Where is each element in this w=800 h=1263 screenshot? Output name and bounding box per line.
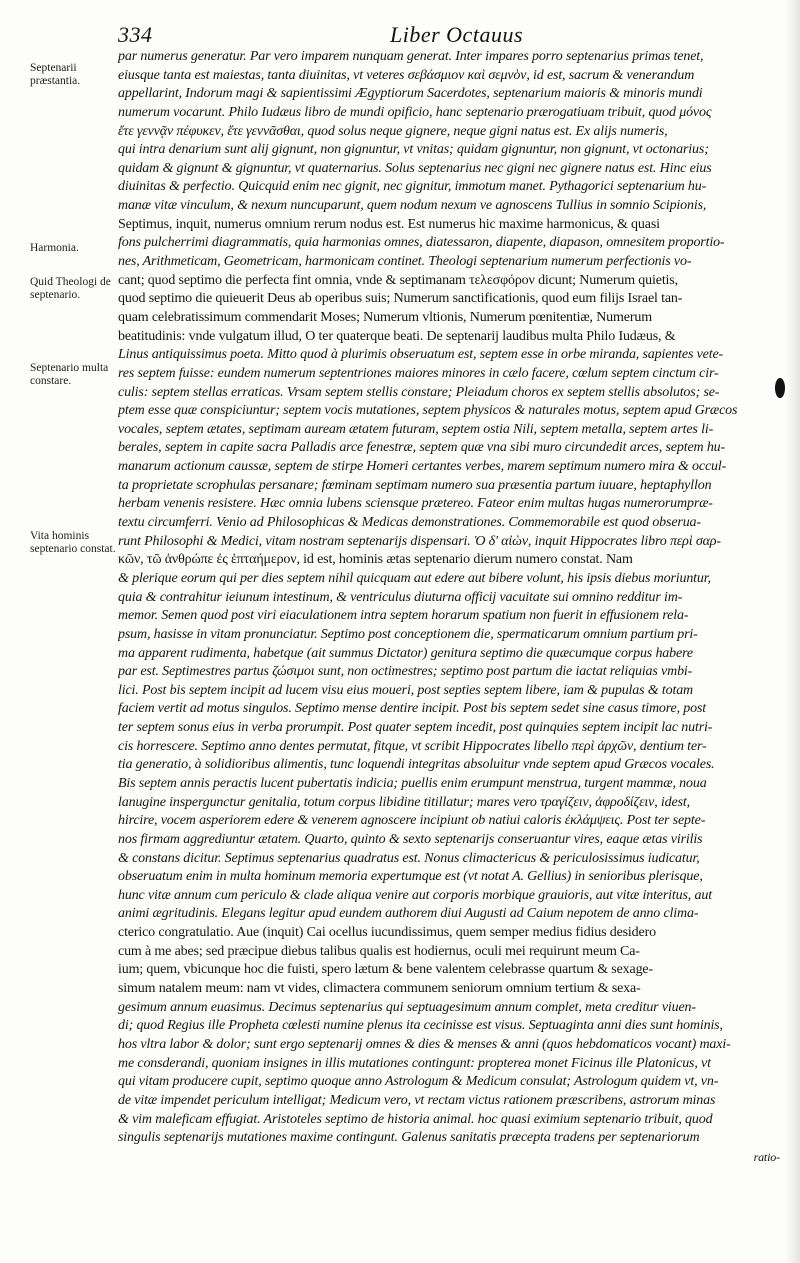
- text-line: cant; quod septimo die perfecta fint omnia, vnde & septimanam τελεσφόρον dicunt; Numerum quietis,: [118, 272, 678, 288]
- text-line: ἔτε γεννᾷν πέφυκεν, ἔτε γεννᾶσθαι, quod solus neque gignere, neque gigni natus est. Ex alijs numeris,: [118, 123, 668, 139]
- text-line: fons pulcherrimi diagrammatis, quia harmonias omnes, diatessaron, diapente, diapason, omnesitem proportio-: [118, 235, 725, 251]
- text-line: qui intra denarium sunt alij gignunt, non gignuntur, vt vnitas; quidam gignuntur, non gignunt, vt octonarius;: [118, 142, 709, 158]
- text-line: runt Philosophi & Medici, vitam nostram septenarijs dispensari. Ὁ δ' αἰὼν, inquit Hippocrates libro περὶ σαρ-: [118, 533, 721, 549]
- text-line: quod septimo die quieuerit Deus ab operibus suis; Numerum sanctificationis, quod eum filijs Israel tan-: [118, 291, 683, 307]
- ink-blot: [775, 378, 785, 398]
- text-line: Bis septem annis peractis lucent pubertatis indicia; puellis enim erumpunt menstrua, turgent mammæ, noua: [118, 775, 707, 791]
- text-line: me consderandi, quoniam insignes in illis mutationes contingunt: propterea monet Ficinus ille Platonicus, vt: [118, 1055, 711, 1071]
- page-edge-shadow: [786, 0, 800, 1263]
- text-line: & vim maleficam effugiat. Aristoteles septimo de historia animal. hoc quasi eximium septenario tribuit, quod: [118, 1111, 713, 1127]
- text-line: ium; quem, vbicunque hoc die fuisti, spero lætum & bene valentem celebrasse quartum & sexage-: [118, 962, 654, 978]
- text-line: tia generatio, à solidioribus alimentis, tunc loquendi integritas absoluitur vnde septem apud Græcos vocales.: [118, 757, 715, 773]
- margin-note: Septenario multa constare.: [30, 362, 109, 387]
- text-line: manæ vitæ vinculum, & nexum nuncuparunt, quem nodum nexum ve agnoscens Tullius in somnio Scipionis,: [118, 198, 707, 214]
- text-line: eiusque tanta est maiestas, tanta diuinitas, vt veteres σεβάσμιον καὶ σεμνὸν, id est, sacrum & venerandum: [118, 67, 695, 83]
- page-number: 334: [118, 22, 153, 47]
- text-line: par est. Septimestres partus ζώσιμοι sunt, non octimestres; septimo post partum die iactat reliquias vmbi-: [118, 664, 693, 680]
- text-line: cum à me abes; sed præcipue diebus talibus qualis est hodiernus, oculi mei requirunt meum Ca-: [118, 943, 640, 959]
- text-line: faciem vertit ad motus singulos. Septimo mense dentire incipit. Post bis septem sedet sine casus timore, post: [118, 701, 707, 717]
- text-line: ptem esse quæ conspiciuntur; septem vocis mutationes, septem physicos & naturales motus, septem apud Græcos: [118, 403, 738, 419]
- text-line: gesimum annum euasimus. Decimus septenarius qui septuagesimum annum complet, meta creditur viuen-: [118, 999, 696, 1015]
- margin-notes: [0, 0, 116, 1263]
- margin-note: Vita hominis septenario constat.: [30, 530, 116, 555]
- body-text: [118, 48, 780, 1166]
- text-line: hircire, vocem asperiorem edere & venerem agnoscere incipiunt ob natiui caloris ἐκλάμψεις. Post ter septe-: [118, 813, 706, 829]
- text-line: ma apparent rudimenta, habetque (ait summus Dictator) genitura septimo die quæcumque corpus habere: [118, 645, 693, 661]
- text-line: lici. Post bis septem incipit ad lucem visu eius moueri, post septies septem libere, iam & pupulas & totam: [118, 682, 694, 698]
- text-line: beatitudinis: vnde vulgatum illud, O ter quaterque beati. De septenarij laudibus multa Philo Iudæus, &: [118, 328, 676, 344]
- text-line: appellarint, Indorum magi & sapientissimi Ægyptiorum Sacerdotes, septenarium maioris & minoris mundi: [118, 86, 703, 102]
- text-line: berales, septem in capite sacra Palladis arce fenestræ, septem quæ vna sibi muro circundedit arces, septem hu-: [118, 440, 726, 456]
- text-line: textu circumferri. Venio ad Philosophicas & Medicas demonstrationes. Commemorabile est quod obserua-: [118, 515, 701, 531]
- text-line: κῶν, τῶ ἀνθρώπε ἐς ἑπταήμερον, id est, hominis ætas septenario dierum numero constat. Nam: [118, 552, 633, 568]
- text-line: Linus antiquissimus poeta. Mitto quod à plurimis obseruatum est, septem esse in orbe miranda, sapientes vete-: [118, 347, 724, 363]
- text-line: qui vitam producere cupit, septimo quoque anno Astrologum & Medicum consulat; Astrologum quidem vt, vn-: [118, 1074, 719, 1090]
- text-line: manarum actionum caussæ, septem de stirpe Homeri certantes verbes, marem septimum numero mira & occul-: [118, 459, 727, 475]
- text-line: de vitæ impendet periculum intelligat; Medicum vero, vt rectam victus rationem præscribens, astrorum minas: [118, 1092, 716, 1108]
- text-line: cis horrescere. Septimo anno dentes permutat, fitque, vt scribit Hippocrates libello περὶ ἀρχῶν, dentium ter-: [118, 738, 707, 754]
- text-line: ratio-: [753, 1149, 780, 1164]
- text-line: nos firmam aggrediuntur ætatem. Quarto, quinto & sexto septenarijs conseruantur vires, eaque ætas virilis: [118, 831, 703, 847]
- text-line: psum, hasisse in vitam pronunciatur. Septimo post conceptionem die, spermaticarum omnium partium pri-: [118, 626, 698, 642]
- text-line: Septimus, inquit, numerus omnium rerum nodus est. Est numerus hic maxime harmonicus, & quasi: [118, 216, 660, 232]
- text-line: lanugine inspergunctur genitalia, totum corpus libidine titillatur; mares vero τραγίζειν, ἀφροδίζειν, idest,: [118, 794, 690, 810]
- text-line: res septem fuisse: eundem numerum septentriones maiores minores in cælo facere, cœlum septem cinctum cir-: [118, 365, 719, 381]
- running-title: Liber Octauus: [390, 22, 523, 47]
- text-line: nes, Arithmeticam, Geometricam, harmonicam continet. Theologi septenarium numerum perfectionis vo-: [118, 254, 692, 270]
- text-line: culis: septem stellas erraticas. Vrsam septem stellis constare; Pleiadum choros ex septem stellis absolutos; se-: [118, 384, 720, 400]
- text-line: quam celebratissimum commendarit Moses; Numerum vltionis, Numerum pœnitentiæ, Numerum: [118, 309, 652, 325]
- text-line: obseruatum enim in multa hominum memoria expertumque est (vt notat A. Gellius) in senioribus plerisque,: [118, 869, 703, 885]
- text-line: & plerique eorum qui per dies septem nihil quicquam aut edere aut bibere volunt, his ipsis diebus moriuntur,: [118, 570, 711, 586]
- margin-note: Septenarii præstantia.: [30, 62, 81, 87]
- text-line: numerum vocarunt. Philo Iudæus libro de mundi opificio, hanc septenario prærogatiuam tribuit, quod μόνος: [118, 104, 712, 120]
- text-line: quidam & gignunt & gignuntur, vt quaternarius. Solus septenarius nec gigni nec gignere natus est. Hinc eius: [118, 160, 712, 176]
- margin-note: Quid Theologi de septenario.: [30, 276, 111, 301]
- text-line: hos vltra labor & dolor; sunt ergo septenarij omnes & dies & menses & anni (quos hebdomaticos vocant) maxi-: [118, 1036, 731, 1052]
- text-line: vocales, septem ætates, septimam auream ætatem futuram, septem ostia Nili, septem metalla, septem artes li-: [118, 421, 714, 437]
- text-line: ta proprietate scrophulas persanare; fœminam septimam numero sua præsentia partum iuuare, heptaphyllon: [118, 477, 712, 493]
- text-line: di; quod Regius ille Propheta cœlesti numine plenus ita cecinisse est visus. Septuaginta anni dies sunt hominis,: [118, 1018, 723, 1034]
- text-line: par numerus generatur. Par vero imparem nunquam generat. Inter impares porro septenarius primas tenet,: [118, 49, 704, 64]
- text-line: memor. Semen quod post viri eiaculationem intra septem horarum spatium non fuerit in effusionem rela-: [118, 608, 689, 624]
- text-line: animi ægritudinis. Elegans legitur apud eundem authorem diui Augusti ad Caium nepotem de anno clima-: [118, 906, 699, 922]
- text-line: & constans dicitur. Septimus septenarius quadratus est. Nonus climactericus & periculosissimus iudicatur,: [118, 850, 700, 866]
- text-line: singulis septenarijs mutationes maxime contingunt. Galenus sanitatis præcepta tradens per septenariorum: [118, 1130, 700, 1146]
- text-line: diuinitas & perfectio. Quicquid enim nec gignit, nec gignitur, immotum manet. Pythagorici septenarium hu-: [118, 179, 707, 195]
- text-line: simum natalem meum: nam vt vides, climactera communem seniorum omnium tertium & sexa-: [118, 981, 641, 997]
- margin-note: Harmonia.: [30, 242, 79, 254]
- text-line: herbam venenis resistere. Hæc omnia lubens sciensque prætereo. Fateor enim multas hugas numerorumpræ-: [118, 496, 713, 512]
- text-line: cterico congratulatio. Aue (inquit) Cai ocellus iucundissimus, quem semper medius fidius desidero: [118, 925, 656, 941]
- text-line: ter septem sonus eius in verba prorumpit. Post quater septem incedit, post quinquies septem incipit lac nutri-: [118, 720, 713, 736]
- text-line: quia & contrahitur ieiunum intestinum, & ventriculus diuturna officij vacuitate sui omnino redditur im-: [118, 589, 683, 605]
- text-line: hunc vitæ annum cum periculo & clade aliqua venire aut corporis morbique grauioris, aut vitæ interitus, aut: [118, 887, 712, 903]
